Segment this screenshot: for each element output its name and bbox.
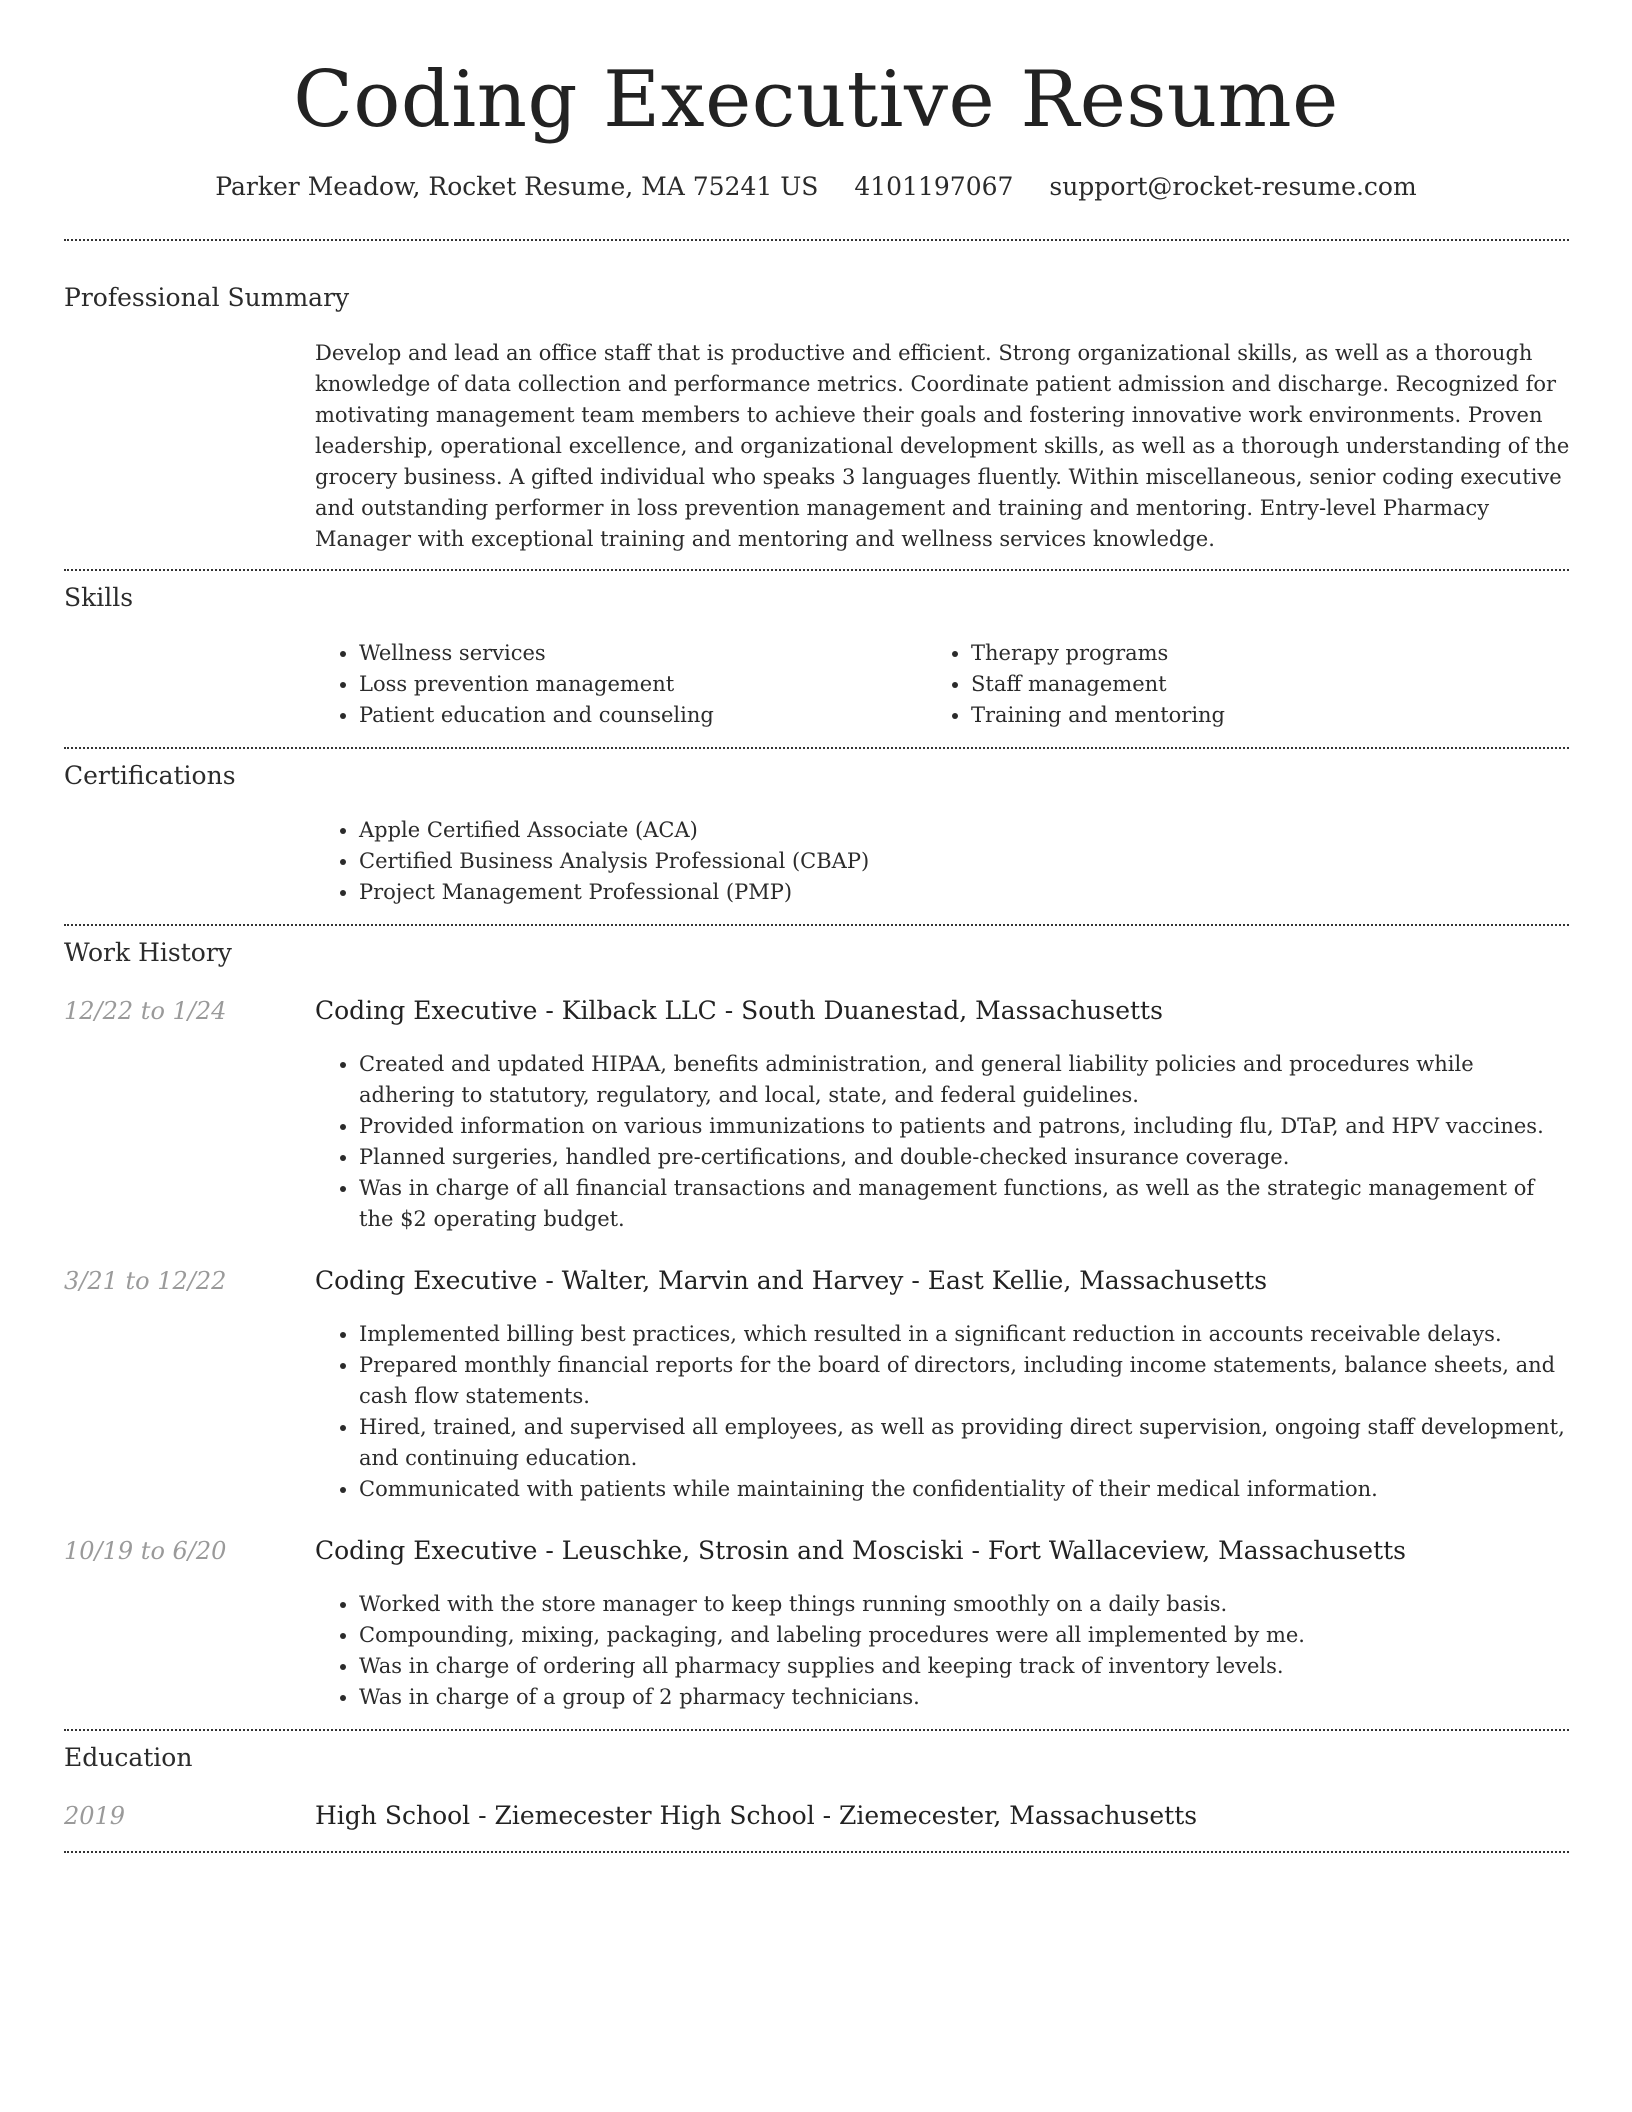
job-bullet: • Hired, trained, and supervised all employees, as well as providing direct supervision, ongoing staff development, and continuing education. bbox=[359, 1412, 1569, 1474]
contact-email: support@rocket-resume.com bbox=[1049, 172, 1417, 201]
contact-phone: 4101197067 bbox=[854, 172, 1014, 201]
job-title: Coding Executive - Leuschke, Strosin and Mosciski - Fort Wallaceview, Massachusetts bbox=[315, 1536, 1406, 1565]
skill-item: • Therapy programs bbox=[971, 638, 1571, 669]
job-bullets bbox=[315, 1589, 1569, 1713]
skills-list-left bbox=[315, 638, 919, 731]
certifications-list bbox=[315, 815, 1569, 908]
job-dates: 10/19 to 6/20 bbox=[64, 1537, 227, 1565]
divider bbox=[64, 1851, 1569, 1853]
job-bullets bbox=[315, 1049, 1569, 1235]
skills-list-right bbox=[927, 638, 1571, 731]
job-title: Coding Executive - Kilback LLC - South Duanestad, Massachusetts bbox=[315, 996, 1163, 1025]
page-title: Coding Executive Resume bbox=[293, 55, 1339, 145]
job-bullet: • Was in charge of ordering all pharmacy supplies and keeping track of inventory levels. bbox=[359, 1651, 1569, 1682]
divider bbox=[64, 924, 1569, 926]
job-bullet: • Created and updated HIPAA, benefits administration, and general liability policies and procedures while adhering to statutory, regulatory, and local, state, and federal guidelines. bbox=[359, 1049, 1569, 1111]
job-bullet: • Prepared monthly financial reports for the board of directors, including income statements, balance sheets, and cash flow statements. bbox=[359, 1350, 1569, 1412]
skill-item: • Staff management bbox=[971, 669, 1571, 700]
divider bbox=[64, 747, 1569, 749]
section-title-certifications: Certifications bbox=[64, 761, 236, 790]
job-bullet: • Compounding, mixing, packaging, and labeling procedures were all implemented by me. bbox=[359, 1620, 1569, 1651]
job-title: Coding Executive - Walter, Marvin and Harvey - East Kellie, Massachusetts bbox=[315, 1266, 1268, 1295]
contact-line bbox=[0, 170, 1632, 204]
job-bullet: • Provided information on various immunizations to patients and patrons, including flu, DTaP, and HPV vaccines. bbox=[359, 1111, 1569, 1142]
education-year: 2019 bbox=[64, 1802, 126, 1830]
job-bullet: • Worked with the store manager to keep things running smoothly on a daily basis. bbox=[359, 1589, 1569, 1620]
divider bbox=[64, 239, 1569, 241]
section-title-skills: Skills bbox=[64, 583, 134, 612]
skill-item: • Loss prevention management bbox=[359, 669, 919, 700]
job-dates: 12/22 to 1/24 bbox=[64, 997, 227, 1025]
job-bullet: • Communicated with patients while maintaining the confidentiality of their medical information. bbox=[359, 1474, 1569, 1505]
section-title-work-history: Work History bbox=[64, 938, 232, 967]
job-bullet: • Was in charge of a group of 2 pharmacy technicians. bbox=[359, 1682, 1569, 1713]
summary-text: Develop and lead an office staff that is productive and efficient. Strong organizational skills, as well as a thorough knowledge of data collection and performance metrics. Coordinate patient admission and discharge. Recognized for motivating management team members to achieve their goals and fostering innovative work environments. Proven leadership, operational excellence, and organizational development skills, as well as a thorough understanding of the grocery business. A gifted individual who speaks 3 languages fluently. Within miscellaneous, senior coding executive and outstanding performer in loss prevention management and training and mentoring. Entry-level Pharmacy Manager with exceptional training and mentoring and wellness services knowledge. bbox=[315, 341, 1570, 551]
divider bbox=[64, 1729, 1569, 1731]
certification-item: • Project Management Professional (PMP) bbox=[359, 877, 1569, 908]
certification-item: • Apple Certified Associate (ACA) bbox=[359, 815, 1569, 846]
skill-item: • Training and mentoring bbox=[971, 700, 1571, 731]
section-title-summary: Professional Summary bbox=[64, 283, 350, 312]
contact-address: Parker Meadow, Rocket Resume, MA 75241 US bbox=[215, 172, 819, 201]
section-title-education: Education bbox=[64, 1743, 193, 1772]
certification-item: • Certified Business Analysis Professional (CBAP) bbox=[359, 846, 1569, 877]
job-bullets bbox=[315, 1319, 1569, 1505]
job-bullet: • Implemented billing best practices, which resulted in a significant reduction in accounts receivable delays. bbox=[359, 1319, 1569, 1350]
job-bullet: • Was in charge of all financial transactions and management functions, as well as the strategic management of the $2 operating budget. bbox=[359, 1173, 1569, 1235]
education-entry: High School - Ziemecester High School - Ziemecester, Massachusetts bbox=[315, 1801, 1198, 1830]
divider bbox=[64, 569, 1569, 571]
job-bullet: • Planned surgeries, handled pre-certifications, and double-checked insurance coverage. bbox=[359, 1142, 1569, 1173]
skill-item: • Wellness services bbox=[359, 638, 919, 669]
job-dates: 3/21 to 12/22 bbox=[64, 1267, 227, 1295]
skill-item: • Patient education and counseling bbox=[359, 700, 919, 731]
